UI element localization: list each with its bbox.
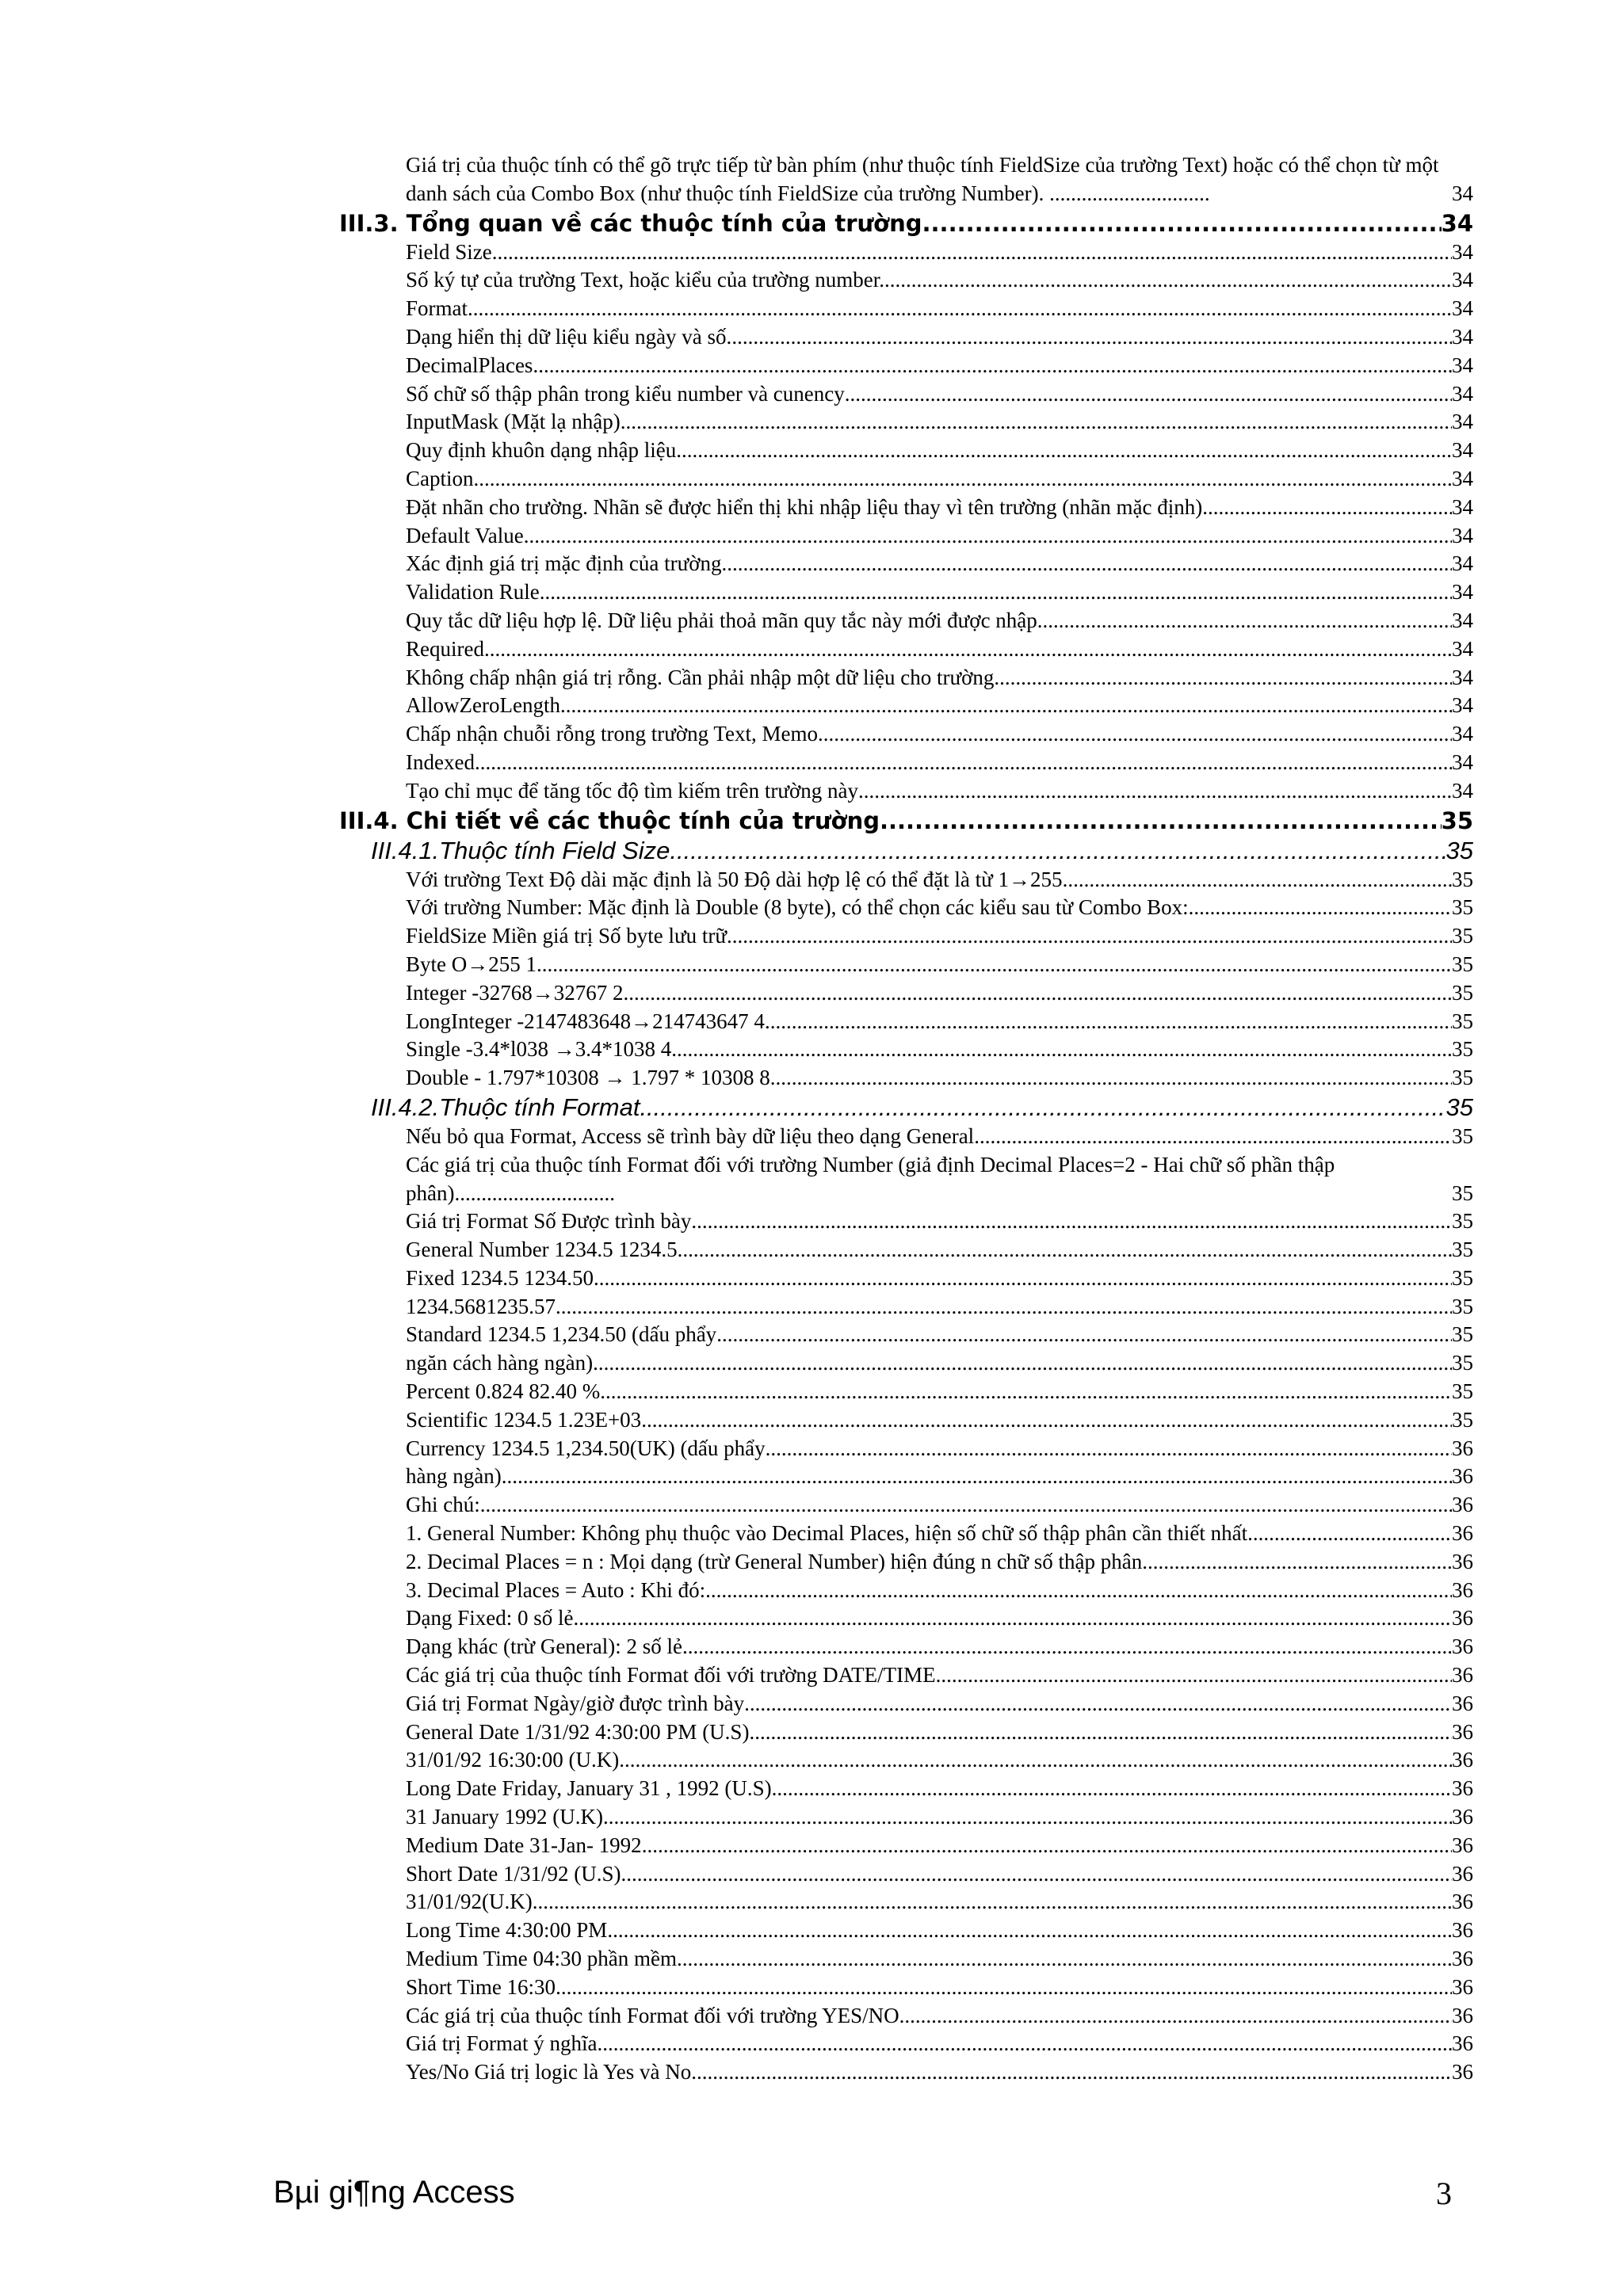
toc-entry-page: 36: [1452, 2031, 1473, 2056]
toc-entry-title: Các giá trị của thuộc tính Format đối với trường Number (giả định Decimal Places=2 - Hai chữ số phần thập phân): [406, 1152, 1335, 1205]
toc-entry-title: Với trường Text Độ dài mặc định là 50 Độ dài hợp lệ có thể đặt là từ 1→255: [406, 867, 1063, 891]
toc-entry-page: 35: [1452, 1037, 1473, 1062]
toc-entry-title: Percent 0.824 82.40 %: [406, 1379, 601, 1404]
toc-dot-leader: [484, 635, 1452, 664]
toc-entry-page: 35: [1452, 867, 1473, 891]
toc-entry-page: 36: [1452, 1577, 1473, 1602]
toc-dot-leader: [607, 1917, 1452, 1945]
toc-dot-leader: [749, 1718, 1452, 1747]
toc-dot-leader: [676, 437, 1452, 465]
toc-dot-leader: [556, 1293, 1452, 1322]
toc-entry-title: III.4.1.Thuộc tính Field Size: [371, 836, 670, 864]
toc-dot-leader: ..............................: [454, 1180, 615, 1205]
toc-dot-leader: [765, 1008, 1452, 1036]
toc-entry-title: LongInteger -2147483648→214743647 4: [406, 1009, 765, 1033]
toc-entry-title: Các giá trị của thuộc tính Format đối với trường YES/NO: [406, 2003, 899, 2027]
toc-dot-leader: [899, 2002, 1452, 2031]
toc-entry[interactable]: [406, 1463, 1473, 1491]
toc-entry-title: Default Value: [406, 523, 524, 547]
toc-dot-leader: [600, 1378, 1452, 1406]
toc-entry-page: 35: [1441, 807, 1473, 834]
toc-entry-title: Không chấp nhận giá trị rỗng. Cần phải nhập một dữ liệu cho trường: [406, 665, 995, 689]
footer-page-number: 3: [1436, 2176, 1452, 2211]
toc-dot-leader: [593, 1349, 1452, 1378]
toc-entry-title: Caption: [406, 466, 474, 490]
toc-dot-leader: [922, 208, 1442, 238]
toc-entry-page: 36: [1452, 1890, 1473, 1914]
toc-entry[interactable]: [406, 352, 1473, 380]
toc-entry-page: 35: [1452, 1294, 1473, 1318]
toc-entry-page: 34: [1452, 749, 1473, 774]
toc-entry-title: Fixed 1234.5 1234.50: [406, 1265, 594, 1290]
toc-entry-title: III.4. Chi tiết về các thuộc tính của trường: [339, 807, 880, 834]
toc-entry-page: 36: [1452, 1805, 1473, 1829]
toc-entry-title: Integer -32768→32767 2: [406, 980, 624, 1005]
toc-dot-leader: [858, 777, 1452, 806]
toc-entry[interactable]: [371, 836, 1473, 866]
toc-dot-leader: [533, 352, 1452, 380]
toc-entry-page: 35: [1445, 836, 1473, 864]
toc-entry-page: 34: [1452, 551, 1473, 576]
toc-entry-page: 34: [1452, 296, 1473, 321]
toc-dot-leader: [716, 1321, 1452, 1349]
toc-entry[interactable]: [406, 408, 1473, 437]
toc-entry[interactable]: [406, 578, 1473, 607]
toc-entry-title: Validation Rule: [406, 580, 540, 605]
toc-dot-leader: [670, 836, 1445, 866]
toc-entry-title: Chấp nhận chuỗi rỗng trong trường Text, Memo: [406, 722, 818, 746]
toc-entry[interactable]: [406, 1123, 1473, 1151]
toc-entry[interactable]: [339, 208, 1473, 238]
toc-entry[interactable]: [406, 1917, 1473, 1945]
toc-entry-title: Long Date Friday, January 31 , 1992 (U.S): [406, 1776, 772, 1801]
toc-entry-title: AllowZeroLength: [406, 693, 560, 718]
toc-entry[interactable]: [406, 1378, 1473, 1406]
toc-dot-leader: [1063, 866, 1452, 894]
toc-entry-page: 36: [1452, 1947, 1473, 1971]
toc-entry[interactable]: [406, 1008, 1473, 1036]
toc-entry[interactable]: [406, 522, 1473, 551]
toc-entry[interactable]: [406, 1577, 1473, 1605]
toc-dot-leader: [573, 1604, 1452, 1633]
toc-entry-title: Xác định giá trị mặc định của trường: [406, 551, 722, 576]
toc-entry-page: 35: [1452, 980, 1473, 1005]
toc-dot-leader: [1208, 494, 1452, 522]
toc-entry[interactable]: [406, 2030, 1473, 2058]
toc-entry[interactable]: [406, 380, 1473, 409]
toc-entry-page: 35: [1452, 1238, 1473, 1262]
toc-entry-title: Standard 1234.5 1,234.50 (dấu phẩy: [406, 1322, 717, 1347]
toc-entry-title: Giá trị Format ý nghĩa: [406, 2031, 598, 2056]
toc-entry-title: hàng ngàn): [406, 1464, 502, 1489]
toc-dot-leader: [594, 1264, 1452, 1293]
toc-entry[interactable]: [406, 1349, 1473, 1378]
toc-entry-title: 2. Decimal Places = n : Mọi dạng (trừ General Number) hiện đúng n chữ số thập phân.: [406, 1549, 1148, 1573]
toc-entry[interactable]: [406, 692, 1473, 720]
toc-entry[interactable]: [406, 922, 1473, 951]
toc-entry[interactable]: [406, 550, 1473, 578]
toc-entry[interactable]: [406, 151, 1473, 208]
toc-entry-page: 36: [1452, 1918, 1473, 1943]
toc-entry-title: Double - 1.797*10308 → 1.797 * 10308 8: [406, 1066, 770, 1090]
toc-entry-page: 35: [1452, 1407, 1473, 1432]
toc-entry[interactable]: [406, 266, 1473, 295]
toc-entry-title: Số chữ số thập phân trong kiểu number và cunency: [406, 381, 845, 406]
toc-entry-title: Giá trị Format Ngày/giờ được trình bày: [406, 1691, 745, 1715]
toc-dot-leader: [537, 951, 1452, 979]
toc-entry[interactable]: [406, 1832, 1473, 1860]
toc-entry-title: InputMask (Mặt lạ nhập): [406, 410, 621, 434]
toc-dot-leader: [994, 664, 1452, 692]
toc-entry-page: 35: [1452, 1322, 1473, 1347]
toc-entry-title: 31/01/92(U.K): [406, 1890, 533, 1914]
toc-entry-title: Số ký tự của trường Text, hoặc kiểu của trường number.: [406, 268, 884, 292]
toc-entry-title: Format: [406, 296, 468, 321]
toc-entry[interactable]: [406, 1690, 1473, 1718]
toc-entry-title: Các giá trị của thuộc tính Format đối với trường DATE/TIME.: [406, 1663, 941, 1688]
toc-entry-page: 34: [1452, 494, 1473, 519]
toc-entry-page: 36: [1452, 1833, 1473, 1857]
toc-entry[interactable]: [406, 664, 1473, 692]
toc-entry[interactable]: [406, 465, 1473, 494]
toc-dot-leader: [603, 1803, 1452, 1832]
toc-entry-page: 36: [1452, 1663, 1473, 1688]
toc-entry-page: 36: [1452, 1464, 1473, 1489]
toc-entry-page: 34: [1452, 410, 1473, 434]
toc-entry-title: 1234.5681235.57: [406, 1294, 556, 1318]
toc-entry-page: 34: [1452, 580, 1473, 605]
toc-dot-leader: [727, 922, 1452, 951]
toc-entry-page: 36: [1452, 1719, 1473, 1744]
toc-entry[interactable]: [406, 1604, 1473, 1633]
toc-entry-title: Short Date 1/31/92 (U.S): [406, 1861, 621, 1886]
toc-entry-title: Đặt nhãn cho trường. Nhãn sẽ được hiển thị khi nhập liệu thay vì tên trường (nhãn mặc định).: [406, 494, 1208, 519]
toc-dot-leader: [818, 720, 1452, 749]
toc-entry[interactable]: [406, 749, 1473, 777]
toc-entry-page: 34: [1452, 778, 1473, 803]
toc-dot-leader: [770, 1064, 1452, 1093]
toc-entry-page: 34: [1452, 381, 1473, 406]
toc-entry[interactable]: [406, 1974, 1473, 2002]
toc-entry[interactable]: [406, 951, 1473, 979]
toc-entry[interactable]: [406, 1775, 1473, 1803]
toc-entry-title: Dạng khác (trừ General): 2 số lẻ: [406, 1634, 682, 1659]
toc-dot-leader: [640, 1093, 1445, 1123]
toc-entry-title: Yes/No Giá trị logic là Yes và No: [406, 2060, 692, 2084]
toc-entry-page: 34: [1441, 209, 1473, 237]
toc-dot-leader: [941, 1661, 1452, 1690]
toc-entry-title: Byte O→255 1: [406, 952, 537, 976]
toc-dot-leader: [731, 323, 1452, 352]
toc-dot-leader: [1247, 1520, 1452, 1548]
toc-entry[interactable]: [406, 1860, 1473, 1889]
table-of-contents: [0, 151, 1623, 2087]
toc-dot-leader: [678, 1236, 1452, 1264]
toc-entry[interactable]: [406, 1321, 1473, 1349]
toc-entry[interactable]: [406, 1633, 1473, 1661]
toc-entry[interactable]: [406, 1661, 1473, 1690]
toc-entry[interactable]: [406, 866, 1473, 894]
toc-entry-title: Với trường Number: Mặc định là Double (8 byte), có thể chọn các kiểu sau từ Combo Box:: [406, 895, 1189, 920]
toc-entry-page: 36: [1452, 1974, 1473, 1999]
toc-dot-leader: [524, 522, 1452, 551]
toc-entry-page: 36: [1452, 1748, 1473, 1772]
toc-dot-leader: [560, 692, 1452, 720]
toc-entry-title: FieldSize Miền giá trị Số byte lưu trữ: [406, 924, 727, 948]
toc-dot-leader: [744, 1690, 1452, 1718]
toc-entry-page: 34: [1452, 722, 1473, 746]
toc-dot-leader: [845, 380, 1452, 409]
toc-entry-page: 36: [1452, 1549, 1473, 1573]
toc-entry[interactable]: [406, 1520, 1473, 1548]
toc-entry-title: ngăn cách hàng ngàn): [406, 1351, 594, 1375]
toc-dot-leader: [691, 1207, 1452, 1236]
toc-dot-leader: [475, 749, 1452, 777]
toc-dot-leader: [642, 1832, 1452, 1860]
toc-entry-title: DecimalPlaces: [406, 353, 533, 377]
toc-entry-page: 36: [1452, 1861, 1473, 1886]
toc-entry-page: 35: [1452, 1209, 1473, 1234]
toc-entry-page: 35: [1452, 1379, 1473, 1404]
toc-entry[interactable]: [406, 323, 1473, 352]
toc-entry-title: 31 January 1992 (U.K): [406, 1805, 603, 1829]
toc-entry-page: 36: [1452, 1606, 1473, 1630]
toc-dot-leader: [597, 2030, 1452, 2058]
toc-entry-page: 35: [1452, 1123, 1473, 1148]
toc-entry[interactable]: [406, 1491, 1473, 1520]
toc-dot-leader: [1148, 1548, 1452, 1577]
toc-dot-leader: [766, 1435, 1452, 1463]
toc-entry-title: Field Size: [406, 239, 492, 264]
toc-entry-title: General Number 1234.5 1234.5: [406, 1238, 678, 1262]
toc-entry-title: Giá trị Format Số Được trình bày: [406, 1209, 692, 1234]
toc-dot-leader: [474, 465, 1453, 494]
toc-dot-leader: ..............................: [1049, 181, 1210, 205]
toc-entry-title: General Date 1/31/92 4:30:00 PM (U.S): [406, 1719, 750, 1744]
toc-dot-leader: [623, 979, 1452, 1008]
toc-entry-page: 34: [1452, 608, 1473, 632]
toc-entry-title: Medium Date 31-Jan- 1992: [406, 1833, 642, 1857]
toc-entry-page: 34: [1452, 466, 1473, 490]
toc-entry[interactable]: [406, 1064, 1473, 1093]
toc-entry-title: 31/01/92 16:30:00 (U.K): [406, 1748, 620, 1772]
toc-entry[interactable]: [339, 806, 1473, 836]
toc-entry[interactable]: [406, 1236, 1473, 1264]
toc-entry-title: Long Time 4:30:00 PM: [406, 1918, 608, 1943]
toc-entry-page: 34: [1452, 181, 1473, 205]
toc-entry[interactable]: [406, 1548, 1473, 1577]
toc-entry-page: 35: [1452, 1265, 1473, 1290]
toc-entry[interactable]: [406, 1718, 1473, 1747]
toc-entry-page: 34: [1452, 438, 1473, 463]
toc-entry-page: 35: [1452, 1066, 1473, 1090]
toc-entry-title: Nếu bỏ qua Format, Access sẽ trình bày dữ liệu theo dạng General: [406, 1123, 975, 1148]
toc-dot-leader: [691, 2058, 1452, 2087]
toc-dot-leader: [533, 1888, 1452, 1917]
toc-dot-leader: [621, 408, 1452, 437]
toc-entry-page: 34: [1452, 268, 1473, 292]
toc-entry[interactable]: [406, 1803, 1473, 1832]
toc-entry[interactable]: [406, 720, 1473, 749]
toc-entry[interactable]: [406, 1435, 1473, 1463]
toc-entry[interactable]: [406, 2002, 1473, 2031]
toc-entry[interactable]: [406, 1888, 1473, 1917]
toc-entry[interactable]: [406, 2058, 1473, 2087]
toc-entry[interactable]: [406, 1035, 1473, 1064]
toc-entry-title: 1. General Number: Không phụ thuộc vào Decimal Places, hiện số chữ số thập phân cần thiết nhất: [406, 1521, 1248, 1546]
toc-entry-title: Short Time 16:30: [406, 1974, 556, 1999]
toc-dot-leader: [677, 1945, 1452, 1974]
toc-entry[interactable]: [406, 1746, 1473, 1775]
toc-entry-page: 35: [1452, 895, 1473, 920]
toc-entry[interactable]: [406, 494, 1473, 522]
toc-dot-leader: [502, 1463, 1452, 1491]
toc-entry-title: Required: [406, 636, 484, 661]
toc-entry-page: 34: [1452, 693, 1473, 718]
toc-entry-page: 34: [1452, 239, 1473, 264]
toc-entry-page: 35: [1445, 1093, 1473, 1121]
toc-entry-title: III.4.2.Thuộc tính Format: [371, 1093, 640, 1121]
toc-entry-page: 35: [1452, 1351, 1473, 1375]
toc-entry-page: 35: [1452, 952, 1473, 976]
toc-entry-title: Tạo chỉ mục để tăng tốc độ tìm kiếm trên trường này: [406, 778, 859, 803]
toc-entry[interactable]: [406, 894, 1473, 922]
toc-entry-page: 35: [1452, 1180, 1473, 1205]
toc-entry-page: 34: [1452, 523, 1473, 547]
toc-dot-leader: [682, 1633, 1452, 1661]
toc-entry[interactable]: [406, 1207, 1473, 1236]
toc-entry-page: 35: [1452, 1009, 1473, 1033]
toc-entry-page: 36: [1452, 1436, 1473, 1460]
toc-entry-page: 34: [1452, 353, 1473, 377]
toc-dot-leader: [468, 295, 1452, 323]
toc-entry-title: Ghi chú:: [406, 1493, 480, 1517]
toc-dot-leader: [480, 1491, 1452, 1520]
toc-entry-page: 36: [1452, 1521, 1473, 1546]
toc-entry[interactable]: [406, 437, 1473, 465]
toc-entry-title: 3. Decimal Places = Auto : Khi đó:: [406, 1577, 706, 1602]
toc-entry-title: Currency 1234.5 1,234.50(UK) (dấu phẩy: [406, 1436, 766, 1460]
toc-entry[interactable]: [406, 1945, 1473, 1974]
toc-entry-page: 36: [1452, 1691, 1473, 1715]
toc-entry-title: Dạng hiển thị dữ liệu kiểu ngày và số.: [406, 324, 732, 349]
toc-entry[interactable]: [406, 238, 1473, 267]
toc-dot-leader: [1189, 894, 1452, 922]
toc-dot-leader: [722, 550, 1452, 578]
toc-dot-leader: [540, 578, 1452, 607]
toc-dot-leader: [619, 1746, 1452, 1775]
toc-entry-title: Single -3.4*l038 →3.4*1038 4: [406, 1037, 672, 1062]
toc-dot-leader: [772, 1775, 1452, 1803]
toc-dot-leader: [671, 1035, 1452, 1064]
toc-entry[interactable]: [371, 1093, 1473, 1123]
toc-entry[interactable]: [406, 979, 1473, 1008]
toc-entry[interactable]: [406, 635, 1473, 664]
toc-entry-title: Quy tắc dữ liệu hợp lệ. Dữ liệu phải thoả mãn quy tắc này mới được nhập.: [406, 608, 1043, 632]
toc-dot-leader: [974, 1123, 1452, 1151]
toc-dot-leader: [884, 266, 1452, 295]
toc-entry-title: Scientific 1234.5 1.23E+03: [406, 1407, 642, 1432]
toc-entry-title: Dạng Fixed: 0 số lẻ: [406, 1606, 574, 1630]
toc-entry-page: 36: [1452, 1634, 1473, 1659]
toc-entry[interactable]: [406, 1293, 1473, 1322]
toc-entry-page: 36: [1452, 2003, 1473, 2027]
toc-entry[interactable]: [406, 607, 1473, 635]
toc-entry[interactable]: [406, 1406, 1473, 1435]
toc-dot-leader: [705, 1577, 1452, 1605]
toc-entry-page: 34: [1452, 665, 1473, 689]
toc-entry[interactable]: [406, 1151, 1473, 1208]
toc-dot-leader: [492, 238, 1452, 267]
toc-entry[interactable]: [406, 777, 1473, 806]
toc-entry-page: 36: [1452, 1493, 1473, 1517]
toc-entry-page: 34: [1452, 324, 1473, 349]
toc-entry-page: 36: [1452, 2060, 1473, 2084]
toc-entry-page: 36: [1452, 1776, 1473, 1801]
toc-dot-leader: [556, 1974, 1452, 2002]
toc-entry-title: III.3. Tổng quan về các thuộc tính của trường: [339, 209, 922, 237]
toc-entry-title: Giá trị của thuộc tính có thể gõ trực tiếp từ bàn phím (như thuộc tính FieldSize của trường Text) hoặc có thể chọn từ một danh sách của Combo Box (như thuộc tính FieldSize của trường Number).: [406, 153, 1439, 205]
toc-entry[interactable]: [406, 295, 1473, 323]
toc-dot-leader: [880, 806, 1442, 836]
toc-dot-leader: [1043, 607, 1452, 635]
toc-entry-title: Indexed: [406, 749, 475, 774]
toc-entry-page: 35: [1452, 924, 1473, 948]
footer-title: Bµi gi¶ng Access: [273, 2175, 515, 2210]
toc-dot-leader: [641, 1406, 1452, 1435]
toc-dot-leader: [621, 1860, 1452, 1889]
toc-entry[interactable]: [406, 1264, 1473, 1293]
toc-entry-title: Medium Time 04:30 phần mềm: [406, 1947, 678, 1971]
toc-entry-title: Quy định khuôn dạng nhập liệu: [406, 438, 677, 463]
toc-entry-page: 34: [1452, 636, 1473, 661]
